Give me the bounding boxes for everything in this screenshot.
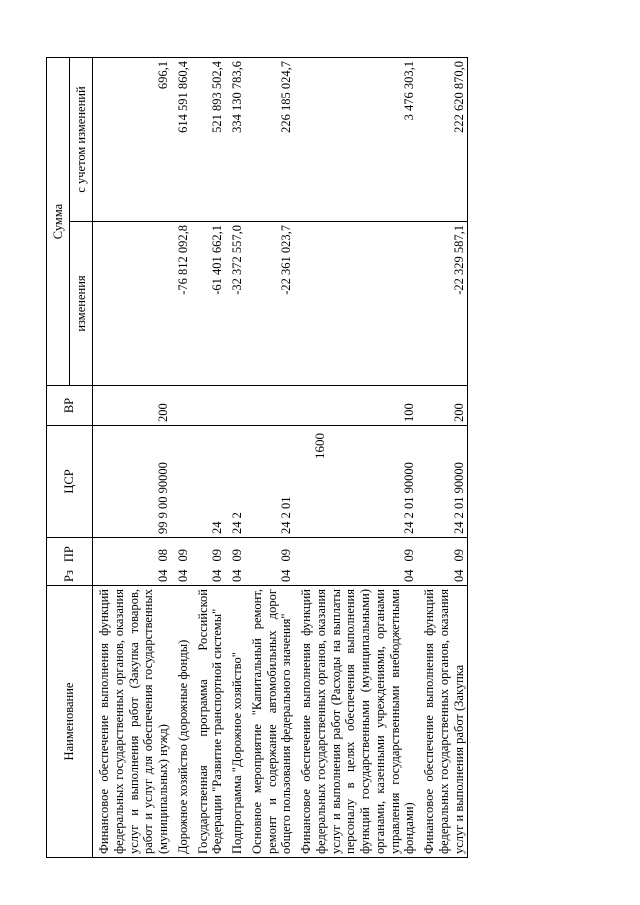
row-vr: 100 [295,386,418,426]
row-name: Финансовое обеспечение выполнения функций федеральных государственных органов, оказания услуг и выполнения работ (Расходы на выплаты персоналу в целях обеспечения выполнения функций государственными (муниципальными) органами, казенными учреждениями, органами управления государственными внебюджетными фондами) [295,586,418,858]
row-total: 521 893 502,4 [192,58,227,222]
row-total: 226 185 024,7 [246,58,295,222]
row-change: -61 401 662,1 [192,222,227,386]
row-rz-pr [226,538,246,586]
table-row [418,58,468,858]
row-rz-pr [246,538,295,586]
row-name: Государственная программа Российской Федерации "Развитие транспортной системы" [192,586,227,858]
row-total: 334 130 783,6 [226,58,246,222]
header-csr: ЦСР [47,426,93,538]
header-with-change: с учетом изменений [70,58,93,222]
row-rz: 04 [279,569,294,582]
table-row [295,58,418,858]
header-name: Наименование [47,586,93,858]
row-name: Основное мероприятие "Капитальный ремонт, ремонт и содержание автомобильных дорог общего пользования федерального значения" [246,586,295,858]
row-rz: 04 [210,569,225,582]
row-csr: 99 9 00 90000 [93,426,172,538]
row-pr: 09 [230,549,244,562]
row-name: Финансовое обеспечение выполнения функций федеральных государственных органов, оказания услуг и выполнения работ (Закупка товаров, работ и услуг для обеспечения государственных (муниципальных) нужд) [93,586,172,858]
row-vr: 200 [418,386,468,426]
row-rz-pr [418,538,468,586]
header-change: изменения [70,222,93,386]
row-csr: 24 2 01 [246,426,295,538]
budget-table [46,57,468,858]
row-rz-pr [93,538,172,586]
row-vr [192,386,227,426]
row-csr: 24 2 [226,426,246,538]
header-rz: Рз [62,570,77,582]
row-pr: 09 [451,549,466,562]
table-row [192,58,227,858]
row-pr: 09 [210,549,225,562]
row-pr: 09 [175,549,190,562]
row-change [295,222,418,386]
row-change [93,222,172,386]
row-pr: 09 [279,549,294,562]
header-sum: Сумма [47,58,70,386]
row-total: 3 476 303,1 [295,58,418,222]
rotated-page [46,58,596,858]
row-csr: 24 2 01 90000 [418,426,468,538]
row-name: Дорожное хозяйство (дорожные фонды) [172,586,192,858]
header-rz-pr [47,538,93,586]
row-rz: 04 [230,569,244,582]
row-name: Финансовое обеспечение выполнения функций федеральных государственных органов, оказания услуг и выполнения работ (Закупка [418,586,468,858]
row-rz: 04 [451,569,466,582]
row-rz-pr [295,538,418,586]
row-rz: 04 [175,569,190,582]
page-number: 1600 [312,433,327,459]
header-vr: ВР [47,386,93,426]
row-vr [172,386,192,426]
row-change: -22 329 587,1 [418,222,468,386]
table-body [93,58,468,858]
row-change: -32 372 557,0 [226,222,246,386]
row-csr [172,426,192,538]
row-vr: 200 [93,386,172,426]
table-row [246,58,295,858]
row-rz: 04 [156,569,170,582]
row-csr: 24 2 01 90000 [295,426,418,538]
row-total: 222 620 870,0 [418,58,468,222]
row-rz-pr [172,538,192,586]
row-vr [226,386,246,426]
row-csr: 24 [192,426,227,538]
row-vr [246,386,295,426]
row-pr: 09 [402,549,417,562]
row-total: 696,1 [93,58,172,222]
table-row [93,58,172,858]
row-change: -22 361 023,7 [246,222,295,386]
row-change: -76 812 092,8 [172,222,192,386]
row-rz: 04 [402,569,417,582]
row-name: Подпрограмма "Дорожное хозяйство" [226,586,246,858]
table-row [226,58,246,858]
row-total: 614 591 860,4 [172,58,192,222]
row-rz-pr [192,538,227,586]
row-pr: 08 [156,549,170,562]
table-row [172,58,192,858]
header-pr: ПР [62,546,77,563]
